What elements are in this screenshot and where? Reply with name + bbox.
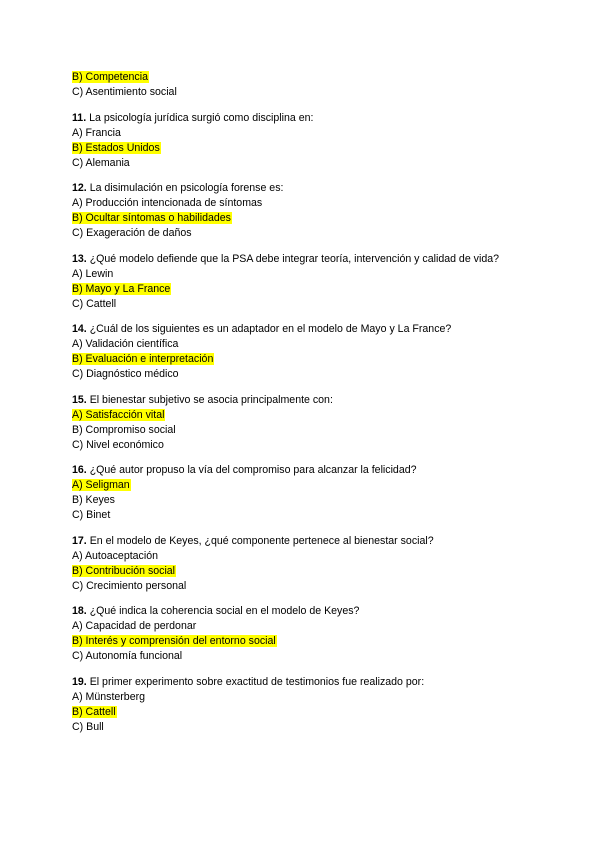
answer-option [72,705,542,720]
answer-option: C) Binet [72,509,111,521]
answer-option: A) Autoaceptación [72,549,158,562]
question-text: 11. La psicología jurídica surgió como disciplina en: [72,111,314,124]
highlighted-answer: B) Ocultar síntomas o habilidades [72,212,231,224]
answer-option [72,478,542,493]
question-text: 14. ¿Cuál de los siguientes es un adaptador en el modelo de Mayo y La France? [72,323,452,335]
question-number: 17. [72,534,87,547]
question-block-17 [72,534,542,594]
answer-option: A) Producción intencionada de síntomas [72,197,263,209]
answer-option [72,141,542,156]
highlighted-answer: B) Contribución social [72,564,176,577]
answer-option: C) Bull [72,720,104,733]
highlighted-answer: B) Mayo y La France [72,282,171,295]
question-text: 19. El primer experimento sobre exactitud de testimonios fue realizado por: [72,675,425,688]
question-text: 13. ¿Qué modelo defiende que la PSA debe integrar teoría, intervención y calidad de vida? [72,252,499,265]
answer-option: A) Lewin [72,267,114,280]
question-number: 16. [72,464,87,476]
highlighted-answer: B) Cattell [72,705,116,718]
highlighted-answer: B) Estados Unidos [72,141,160,154]
question-text: 16. ¿Qué autor propuso la vía del compromiso para alcanzar la felicidad? [72,464,417,476]
question-block-14 [72,322,542,382]
question-block-15 [72,393,542,453]
highlighted-answer: A) Seligman [72,479,130,491]
answer-option: A) Münsterberg [72,690,146,703]
question-text: 15. El bienestar subjetivo se asocia principalmente con: [72,393,333,406]
answer-option [72,211,542,226]
question-text: 18. ¿Qué indica la coherencia social en el modelo de Keyes? [72,605,360,617]
question-number: 15. [72,393,87,406]
question-block-16 [72,463,542,523]
question-number: 14. [72,323,87,335]
question-number: 11. [72,111,87,124]
answer-option: C) Autonomía funcional [72,650,183,662]
answer-option [72,282,542,297]
highlighted-answer: B) Competencia [72,71,148,83]
highlighted-answer: B) Interés y comprensión del entorno social [72,635,276,647]
answer-option: C) Alemania [72,156,130,169]
highlighted-answer: B) Evaluación e interpretación [72,353,214,365]
question-text: 12. La disimulación en psicología forense es: [72,182,284,194]
answer-option: C) Crecimiento personal [72,579,187,592]
answer-option [72,352,542,367]
highlighted-answer: A) Satisfacción vital [72,408,165,421]
answer-option: A) Francia [72,126,121,139]
question-block-12 [72,181,542,241]
question-block-13 [72,252,542,312]
answer-option [72,634,542,649]
answer-option: C) Diagnóstico médico [72,368,179,380]
question-number: 13. [72,252,87,265]
question-number: 18. [72,605,87,617]
question-number: 12. [72,182,87,194]
answer-option: A) Validación científica [72,338,179,350]
question-block-18 [72,604,542,664]
question-number: 19. [72,675,87,688]
document-page [72,70,542,735]
answer-option: B) Keyes [72,494,115,506]
answer-option: C) Exageración de daños [72,227,192,239]
answer-option [72,70,542,85]
continuation-block [72,70,542,100]
question-text: 17. En el modelo de Keyes, ¿qué componente pertenece al bienestar social? [72,534,434,547]
answer-option: B) Compromiso social [72,423,176,436]
answer-option [72,408,542,423]
question-block-11 [72,111,542,171]
answer-option: C) Nivel económico [72,438,164,451]
answer-option: C) Cattell [72,297,117,310]
answer-option: C) Asentimiento social [72,86,177,98]
question-block-19 [72,675,542,735]
answer-option [72,564,542,579]
answer-option: A) Capacidad de perdonar [72,620,197,632]
